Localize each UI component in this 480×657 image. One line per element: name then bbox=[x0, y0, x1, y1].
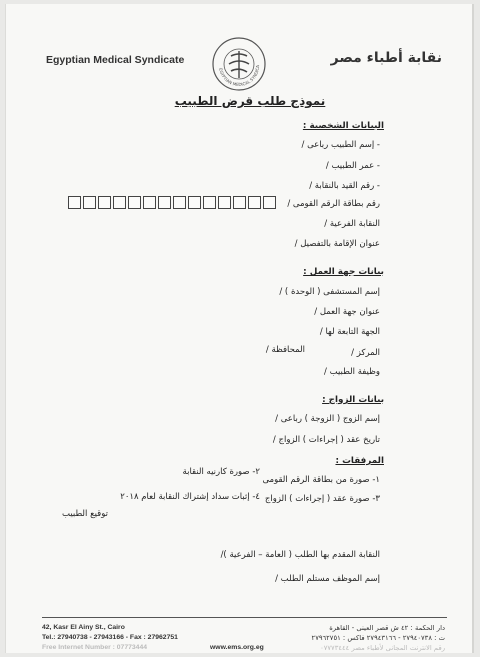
attachment-marriage-contract: ٣- صورة عقد ( إجراءات ) الزواج bbox=[264, 494, 380, 504]
footer-address-ar: دار الحكمة : ٤٢ ش قصر العينى - القاهرة bbox=[329, 624, 445, 632]
section-personal: البيانات الشخصية : bbox=[302, 121, 384, 131]
attachment-fee-payment: ٤- إثبات سداد إشتراك النقابة لعام ٢٠١٨ bbox=[120, 492, 260, 502]
label-work-address: عنوان جهة العمل / bbox=[314, 307, 380, 317]
label-national-id: رقم بطاقة الرقم القومى / bbox=[287, 199, 380, 209]
footer-internet-en: Free Internet Number : 07773444 bbox=[42, 644, 148, 651]
label-affiliated-entity: الجهة التابعة لها / bbox=[319, 327, 380, 337]
national-id-boxes[interactable] bbox=[68, 196, 276, 209]
doctor-signature-label: توقيع الطبيب bbox=[61, 509, 108, 519]
syndicate-logo bbox=[211, 36, 267, 92]
label-branch-syndicate: النقابة الفرعية / bbox=[324, 219, 380, 229]
form-title: نموذج طلب قرض الطبيب bbox=[174, 94, 326, 108]
label-doctor-name: - إسم الطبيب رباعى / bbox=[301, 140, 380, 150]
document-page bbox=[6, 4, 472, 653]
footer-phones-ar: ت : ٢٧٩٤٠٧٣٨ - ٢٧٩٤٣١٦٦ فاكس : ٢٧٩٦٢٧٥١ bbox=[311, 634, 445, 642]
label-doctor-age: - عمر الطبيب / bbox=[325, 161, 380, 171]
label-submitted-to: النقابة المقدم بها الطلب ( العامة – الفرعية )/ bbox=[220, 550, 380, 560]
label-hospital-name: إسم المستشفى ( الوحدة ) / bbox=[279, 287, 380, 297]
footer-website[interactable]: www.ems.org.eg bbox=[210, 644, 264, 651]
label-spouse-name: إسم الزوج ( الزوجة ) رباعى / bbox=[275, 414, 380, 424]
section-work: بيانات جهة العمل : bbox=[303, 267, 384, 277]
label-registration-number: - رقم القيد بالنقابة / bbox=[309, 181, 380, 191]
label-residence-address: عنوان الإقامة بالتفصيل / bbox=[294, 239, 380, 249]
label-received-by: إسم الموظف مستلم الطلب / bbox=[275, 574, 380, 584]
footer-address-en: 42, Kasr El Ainy St., Cairo bbox=[42, 624, 125, 631]
label-governorate: المحافظة / bbox=[265, 345, 305, 355]
logo-ring-text: EGYPTIAN MEDICAL SYNDICA bbox=[218, 65, 261, 88]
label-doctor-job: وظيفة الطبيب / bbox=[324, 367, 380, 377]
section-marriage: بيانات الزواج : bbox=[322, 395, 384, 405]
footer-internet-ar: رقم الانترنت المجانى لأطباء مصر ٠٧٧٧٣٤٤٤ bbox=[320, 644, 445, 652]
attachment-national-id: ١- صورة من بطاقة الرقم القومى bbox=[262, 475, 380, 485]
section-attachments: المرفقات : bbox=[335, 456, 384, 466]
footer-phones-en: Tel.: 27940738 - 27943166 - Fax : 27962751 bbox=[42, 634, 178, 641]
label-marriage-contract-date: تاريخ عقد ( إجراءات ) الزواج / bbox=[272, 435, 380, 445]
attachment-syndicate-card: ٢- صورة كارنيه النقابة bbox=[182, 467, 260, 477]
syndicate-name-ar: نقابة أطباء مصر bbox=[330, 50, 442, 66]
syndicate-name-en: Egyptian Medical Syndicate bbox=[46, 54, 185, 66]
footer-divider bbox=[42, 617, 447, 618]
label-center: المركز / bbox=[351, 348, 380, 358]
